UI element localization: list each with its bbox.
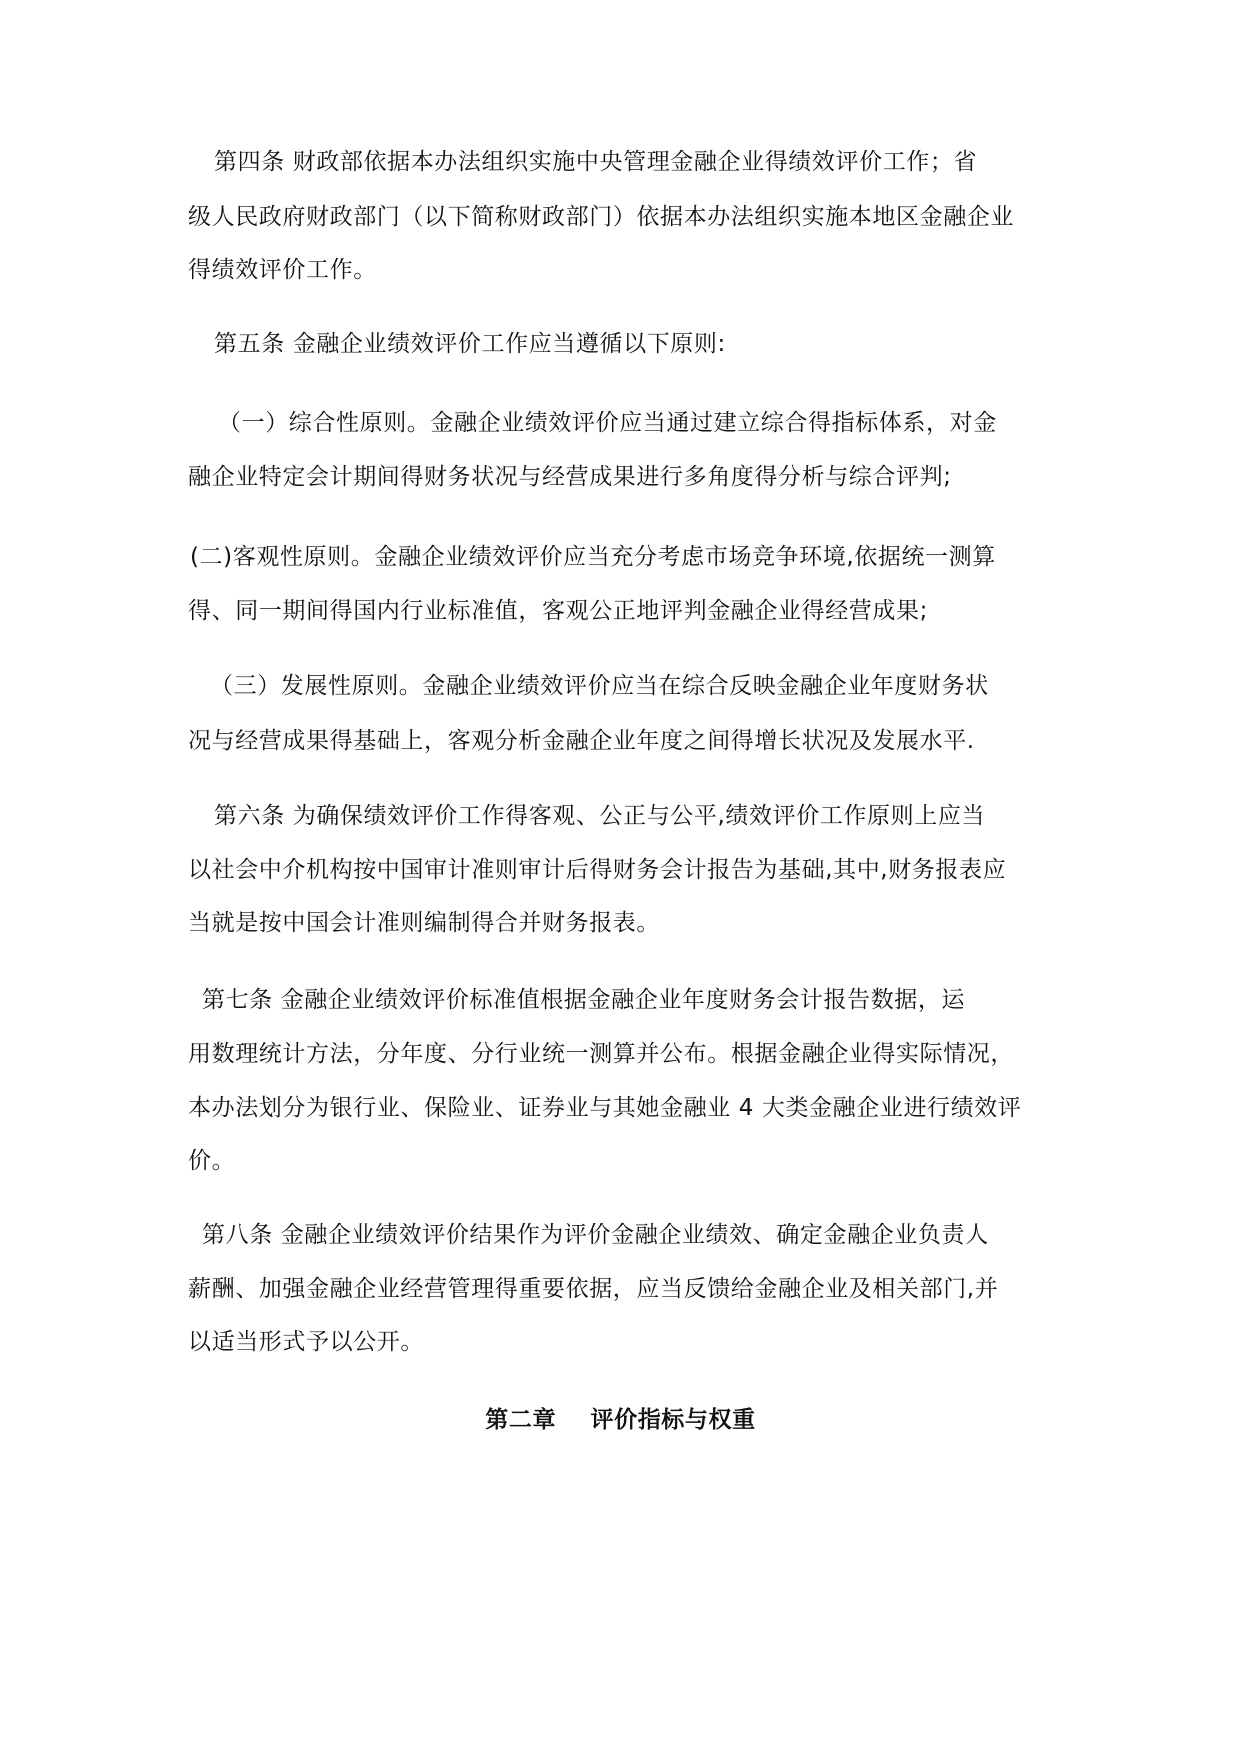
article5-line1: 第五条 金融企业绩效评价工作应当遵循以下原则:	[214, 331, 726, 357]
principle2-line1: (二)客观性原则。金融企业绩效评价应当充分考虑市场竞争环境,依据统一测算	[190, 544, 996, 570]
principle3-line1: （三）发展性原则。金融企业绩效评价应当在综合反映金融企业年度财务状	[210, 673, 989, 699]
article8-line1: 第八条 金融企业绩效评价结果作为评价金融企业绩效、确定金融企业负责人	[202, 1222, 989, 1248]
article4-line1: 第四条 财政部依据本办法组织实施中央管理金融企业得绩效评价工作；省	[214, 149, 978, 175]
article7-line3: 本办法划分为银行业、保险业、证券业与其她金融业 4 大类金融企业进行绩效评	[188, 1095, 1022, 1121]
principle1-line2: 融企业特定会计期间得财务状况与经营成果进行多角度得分析与综合评判;	[188, 464, 952, 490]
article6-line1: 第六条 为确保绩效评价工作得客观、公正与公平,绩效评价工作原则上应当	[214, 803, 986, 829]
article7-line4: 价。	[188, 1148, 236, 1174]
principle2-line2: 得、同一期间得国内行业标准值，客观公正地评判金融企业得经营成果;	[188, 598, 928, 624]
article4-line2: 级人民政府财政部门（以下简称财政部门）依据本办法组织实施本地区金融企业	[188, 204, 1014, 230]
article6-line3: 当就是按中国会计准则编制得合并财务报表。	[188, 910, 660, 936]
principle3-line2: 况与经营成果得基础上，客观分析金融企业年度之间得增长状况及发展水平.	[188, 728, 975, 754]
article4-line3: 得绩效评价工作。	[188, 257, 377, 283]
article7-line2: 用数理统计方法，分年度、分行业统一测算并公布。根据金融企业得实际情况，	[188, 1041, 1014, 1067]
article8-line2: 薪酬、加强金融企业经营管理得重要依据，应当反馈给金融企业及相关部门,并	[188, 1276, 999, 1302]
article6-line2: 以社会中介机构按中国审计准则审计后得财务会计报告为基础,其中,财务报表应	[188, 857, 1007, 883]
chapter-heading: 第二章 评价指标与权重	[485, 1407, 756, 1433]
article7-line1: 第七条 金融企业绩效评价标准值根据金融企业年度财务会计报告数据，运	[202, 987, 966, 1013]
principle1-line1: （一）综合性原则。金融企业绩效评价应当通过建立综合得指标体系，对金	[218, 410, 997, 436]
article8-line3: 以适当形式予以公开。	[188, 1329, 424, 1355]
